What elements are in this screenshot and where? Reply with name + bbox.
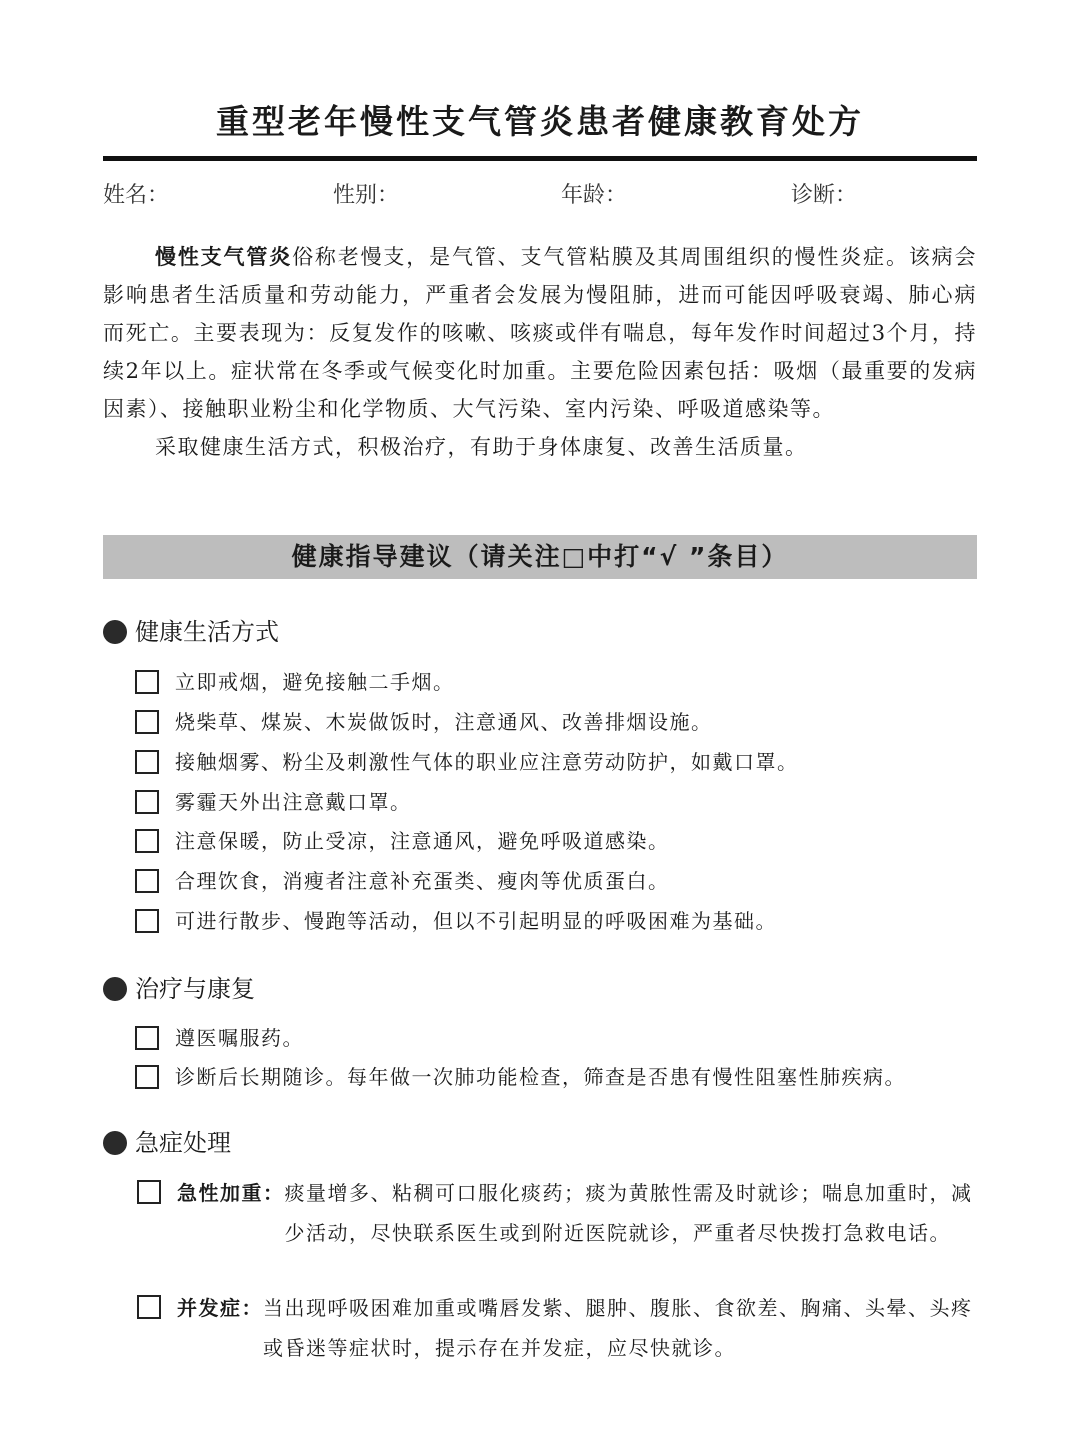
page-title: 重型老年慢性支气管炎患者健康教育处方 xyxy=(216,102,864,141)
checklist-item xyxy=(135,1062,906,1092)
diagnosis-label: 诊断： xyxy=(791,183,858,208)
checklist-item xyxy=(135,667,455,697)
patient-info-row xyxy=(103,178,977,210)
emergency-item-text: 痰量增多、粘稠可口服化痰药；痰为黄脓性需及时就诊；喘息加重时，减少活动，尽快联系医生或到附近医院就诊，严重者尽快拨打急救电话。 xyxy=(284,1181,973,1245)
emergency-item-label: 并发症： xyxy=(177,1296,263,1320)
checkbox[interactable] xyxy=(135,790,159,814)
emergency-item-text: 当出现呼吸困难加重或嘴唇发紫、腿肿、腹胀、食欲差、胸痛、头晕、头疼或昏迷等症状时，提示存在并发症，应尽快就诊。 xyxy=(263,1296,973,1360)
emergency-item-complication xyxy=(137,1288,977,1368)
intro-paragraph-2: 采取健康生活方式，积极治疗，有助于身体康复、改善生活质量。 xyxy=(155,435,808,459)
checklist-item-label: 遵医嘱服药。 xyxy=(175,1026,304,1050)
checklist-item xyxy=(135,906,777,936)
checklist-item-label: 可进行散步、慢跑等活动，但以不引起明显的呼吸困难为基础。 xyxy=(175,909,777,933)
age-label: 年龄： xyxy=(561,183,628,208)
emergency-item-acute xyxy=(137,1173,977,1253)
checklist-item-label: 合理饮食，消瘦者注意补充蛋类、瘦肉等优质蛋白。 xyxy=(175,869,670,893)
bullet-dot-icon xyxy=(103,1131,127,1155)
checklist-item-label: 接触烟雾、粉尘及刺激性气体的职业应注意劳动防护，如戴口罩。 xyxy=(175,750,799,774)
section-heading-lifestyle xyxy=(103,615,279,649)
checklist-item-label: 注意保暖，防止受凉，注意通风，避免呼吸道感染。 xyxy=(175,829,670,853)
checklist-item xyxy=(135,1023,304,1053)
checklist-item-label: 立即戒烟，避免接触二手烟。 xyxy=(175,670,455,694)
guidance-banner: 健康指导建议（请关注□中打“√ ”条目） xyxy=(103,535,977,579)
checklist-item xyxy=(135,787,412,817)
checkbox[interactable] xyxy=(135,1026,159,1050)
checkbox[interactable] xyxy=(135,750,159,774)
intro-text xyxy=(103,238,977,466)
section-heading-emergency xyxy=(103,1126,231,1160)
checklist-item xyxy=(135,866,670,896)
gender-label: 性别： xyxy=(333,183,400,208)
emergency-item-label: 急性加重： xyxy=(177,1181,285,1205)
checkbox[interactable] xyxy=(135,710,159,734)
checkbox[interactable] xyxy=(135,1065,159,1089)
intro-term: 慢性支气管炎 xyxy=(155,245,293,269)
checklist-item xyxy=(135,707,713,737)
checklist-item-label: 雾霾天外出注意戴口罩。 xyxy=(175,790,412,814)
checkbox[interactable] xyxy=(135,829,159,853)
checkbox[interactable] xyxy=(135,869,159,893)
checkbox[interactable] xyxy=(135,670,159,694)
bullet-dot-icon xyxy=(103,620,127,644)
intro-body: 俗称老慢支，是气管、支气管粘膜及其周围组织的慢性炎症。该病会影响患者生活质量和劳动能力，严重者会发展为慢阻肺，进而可能因呼吸衰竭、肺心病而死亡。主要表现为：反复发作的咳嗽、咳痰或伴有喘息，每年发作时间超过3个月，持续2年以上。症状常在冬季或气候变化时加重。主要危险因素包括：吸烟（最重要的发病因素）、接触职业粉尘和化学物质、大气污染、室内污染、呼吸道感染等。 xyxy=(103,245,978,421)
section-title: 治疗与康复 xyxy=(135,975,255,1003)
section-heading-treatment xyxy=(103,972,255,1006)
bullet-dot-icon xyxy=(103,977,127,1001)
checkbox[interactable] xyxy=(135,909,159,933)
checkbox[interactable] xyxy=(137,1295,161,1319)
checklist-item-label: 烧柴草、煤炭、木炭做饭时，注意通风、改善排烟设施。 xyxy=(175,710,713,734)
section-title: 健康生活方式 xyxy=(135,618,279,646)
section-title: 急症处理 xyxy=(135,1129,231,1157)
title-divider xyxy=(103,156,977,161)
checklist-item-label: 诊断后长期随诊。每年做一次肺功能检查，筛查是否患有慢性阻塞性肺疾病。 xyxy=(175,1065,906,1089)
name-label: 姓名： xyxy=(103,183,170,208)
checklist-item xyxy=(135,747,799,777)
checklist-item xyxy=(135,826,670,856)
checkbox[interactable] xyxy=(137,1180,161,1204)
intro-paragraph-1 xyxy=(103,238,977,428)
